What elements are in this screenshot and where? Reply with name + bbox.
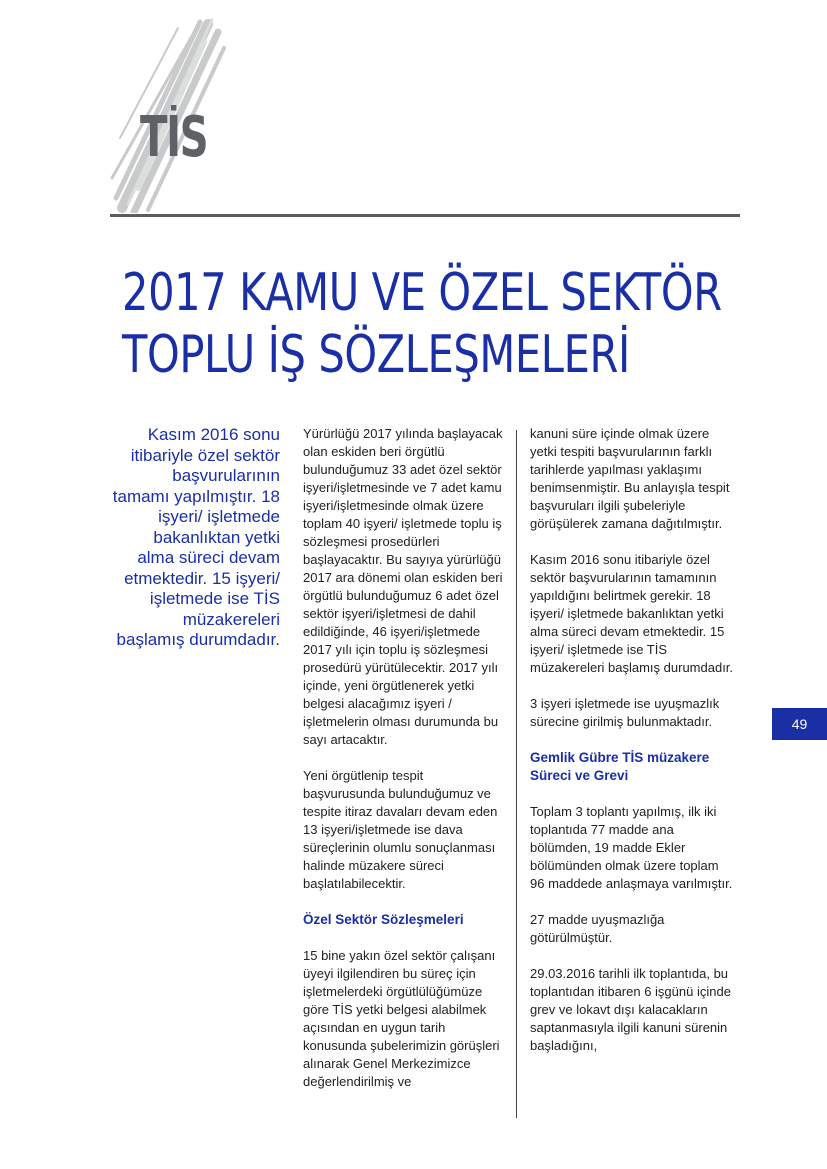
page-number-tab: 49	[772, 708, 827, 740]
callout-quote: Kasım 2016 sonu itibariyle özel sektör başvurularının tamamı yapılmıştır. 18 işyeri/ işletmede bakanlıktan yetki alma süreci devam etmektedir. 15 işyeri/ işletmede ise TİS müzakereleri başlamış durumdadır.	[112, 425, 280, 649]
paragraph: 3 işyeri işletmede ise uyuşmazlık sürecine girilmiş bulunmaktadır.	[530, 696, 720, 729]
page-title	[122, 262, 722, 386]
paragraph: 27 madde uyuşmazlığa götürülmüştür.	[530, 912, 665, 945]
paragraph: Toplam 3 toplantı yapılmış, ilk iki toplantıda 77 madde ana bölümden, 19 madde Ekler bölümünden olmak üzere toplam 96 maddede anlaşmaya varılmıştır.	[530, 804, 733, 891]
paragraph: Kasım 2016 sonu itibariyle özel sektör başvurularının tamamının yapıldığını belirtmek gerekir. 18 işyeri/ işletmede bakanlıktan yetki alma süreci devam etmektedir. 15 işyeri/ işletmede ise TİS müzakereleri başlamış durumdadır.	[530, 552, 734, 675]
column-divider	[516, 430, 517, 1118]
paragraph: 29.03.2016 tarihli ilk toplantıda, bu toplantıdan itibaren 6 işgünü içinde grev ve lokavt dışı kalacakların saptanmasıyla ilgili kanuni sürenin başladığını,	[530, 966, 731, 1053]
title-line-1: 2017 KAMU VE ÖZEL SEKTÖR	[122, 263, 722, 323]
header-rule	[110, 214, 740, 217]
title-line-2: TOPLU İŞ SÖZLEŞMELERİ	[122, 325, 630, 385]
paragraph: Yeni örgütlenip tespit başvurusunda bulunduğumuz ve tespite itiraz davaları devam eden 13 işyeri/işletmede ise dava süreçlerinin olumlu sonuçlanması halinde müzakere süreci başlatılabilecektir.	[303, 768, 498, 891]
text-column-1	[303, 425, 508, 1109]
text-column-2	[530, 425, 735, 1073]
section-heading: Gemlik Gübre TİS müzakere Süreci ve Grevi	[530, 750, 710, 783]
paragraph: Yürürlüğü 2017 yılında başlayacak olan eskiden beri örgütlü bulunduğumuz 33 adet özel sektör işyeri/işletmesinde ve 7 adet kamu işyeri/işletmesinde olmak üzere toplam 40 işyeri/ işletmede toplu iş sözleşmesi prosedürleri başlayacaktır. Bu sayıya yürürlüğü 2017 ara dönemi olan eskiden beri örgütlü bulunduğumuz 6 adet özel sektör işyeri/işletmesi de dahil edildiğinde, 46 işyeri/işletmede 2017 yılı için toplu iş sözleşmesi prosedürü yürütülecektir. 2017 yılı içinde, yeni örgütlenerek yetki belgesi alacağımız işyeri / işletmelerin olması durumunda bu sayı artacaktır.	[303, 426, 503, 747]
section-heading: Özel Sektör Sözleşmeleri	[303, 912, 464, 927]
section-tag: TİS	[140, 105, 208, 170]
paragraph: kanuni süre içinde olmak üzere yetki tespiti başvurularının farklı tarihlerde yapılması yaklaşımı benimsenmiştir. Bu anlayışla tespit başvuruları ilgili şubeleriyle görüşülerek zamana dağıtılmıştır.	[530, 426, 730, 531]
paragraph: 15 bine yakın özel sektör çalışanı üyeyi ilgilendiren bu süreç için işletmelerdeki örgütlülüğümüze göre TİS yetki belgesi alabilmek açısından en uygun tarih konusunda şubelerimizin görüşleri alınarak Genel Merkezimizce değerlendirilmiş ve	[303, 948, 500, 1089]
